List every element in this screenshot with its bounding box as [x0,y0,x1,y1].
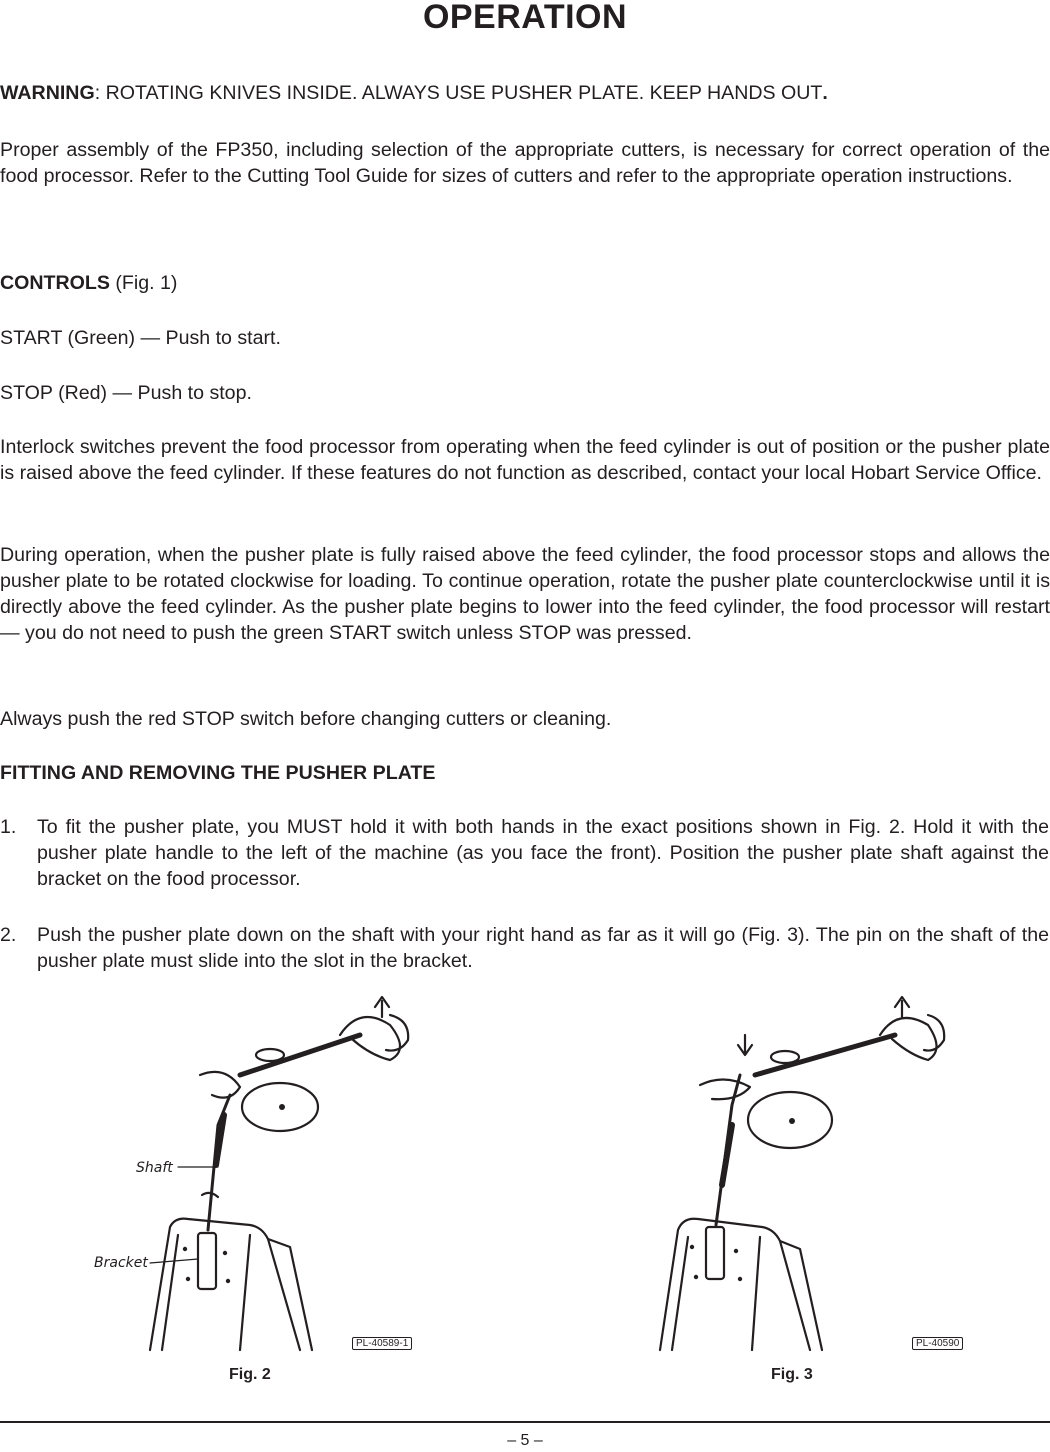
fig-3-illustration [640,995,970,1355]
down-arrow-icon [738,1035,752,1055]
fig-2-illustration [90,995,430,1355]
left-hand-shape [200,1072,240,1098]
always-paragraph: Always push the red STOP switch before changing cutters or cleaning. [0,708,612,730]
intro-paragraph: Proper assembly of the FP350, including selection of the appropriate cutters, is necessary for correct operation of the food processor. Refer to the Cutting Tool Guide for sizes of cutters and refer to the appropriate operation instructions. [0,139,1050,187]
machine-side [268,1239,312,1350]
machine-seam [240,1235,250,1350]
step-2-number: 2. [0,924,17,946]
bracket-label: Bracket [94,1255,148,1271]
machine-body-outline [150,1219,300,1350]
pusher-arm [240,1035,360,1075]
controls-heading: CONTROLS [0,272,110,294]
warning-text: : ROTATING KNIVES INSIDE. ALWAYS USE PUSHER PLATE. KEEP HANDS OUT [94,82,823,104]
right-hand-shape [386,1015,408,1051]
page-title: OPERATION [422,0,628,36]
fig-2-caption: Fig. 2 [229,1366,271,1383]
footer-rule [0,1421,1050,1423]
right-hand-shape [924,1015,944,1051]
machine-body-outline [660,1219,810,1350]
pusher-arm [755,1035,895,1075]
left-hand-shape [700,1079,750,1099]
page-number: – 5 – [507,1432,543,1449]
bracket-shape [198,1233,216,1289]
controls-heading-line [0,270,1050,296]
step-1-number: 1. [0,816,17,838]
up-arrow-icon [375,997,389,1017]
stop-control: STOP (Red) — Push to stop. [0,382,252,404]
controls-fig-ref: (Fig. 1) [109,272,178,294]
fitting-heading: FITTING AND REMOVING THE PUSHER PLATE [0,762,436,784]
step-1-text: To fit the pusher plate, you MUST hold it with both hands in the exact positions shown in Fig. 2. Hold it with the pusher plate handle to the left of the machine (as you face the front). Position the pusher plate shaft against the bracket on the food processor. [37,816,1049,890]
shaft-grip [216,1115,224,1165]
warning-end: . [822,82,828,104]
warning-label: WARNING [0,82,95,104]
fig-3-caption: Fig. 3 [771,1366,813,1383]
start-control: START (Green) — Push to start. [0,327,281,349]
step-2-text: Push the pusher plate down on the shaft with your right hand as far as it will go (Fig. 3). The pin on the shaft of the pusher plate must slide into the slot in the bracket. [37,924,1049,972]
interlock-paragraph: Interlock switches prevent the food processor from operating when the feed cylinder is out of position or the pusher plate is raised above the feed cylinder. If these features do not function as described, contact your local Hobart Service Office. [0,436,1050,484]
fig-3-code: PL-40590 [912,1337,963,1350]
machine-seam [752,1237,760,1350]
during-operation-paragraph: During operation, when the pusher plate is fully raised above the feed cylinder, the food processor stops and allows the pusher plate to be rotated clockwise for loading. To continue operation, rotate the pusher plate counterclockwise until it is directly above the feed cylinder. As the pusher plate begins to lower into the feed cylinder, the food processor will restart — you do not need to push the green START switch unless STOP was pressed. [0,544,1050,644]
fig-2-code: PL-40589-1 [352,1337,412,1350]
up-arrow-icon [895,997,909,1017]
machine-edge [162,1235,178,1350]
bracket-shape [706,1227,724,1279]
machine-side [780,1241,822,1350]
warning-line [0,80,1050,106]
shaft-label: Shaft [136,1160,173,1176]
